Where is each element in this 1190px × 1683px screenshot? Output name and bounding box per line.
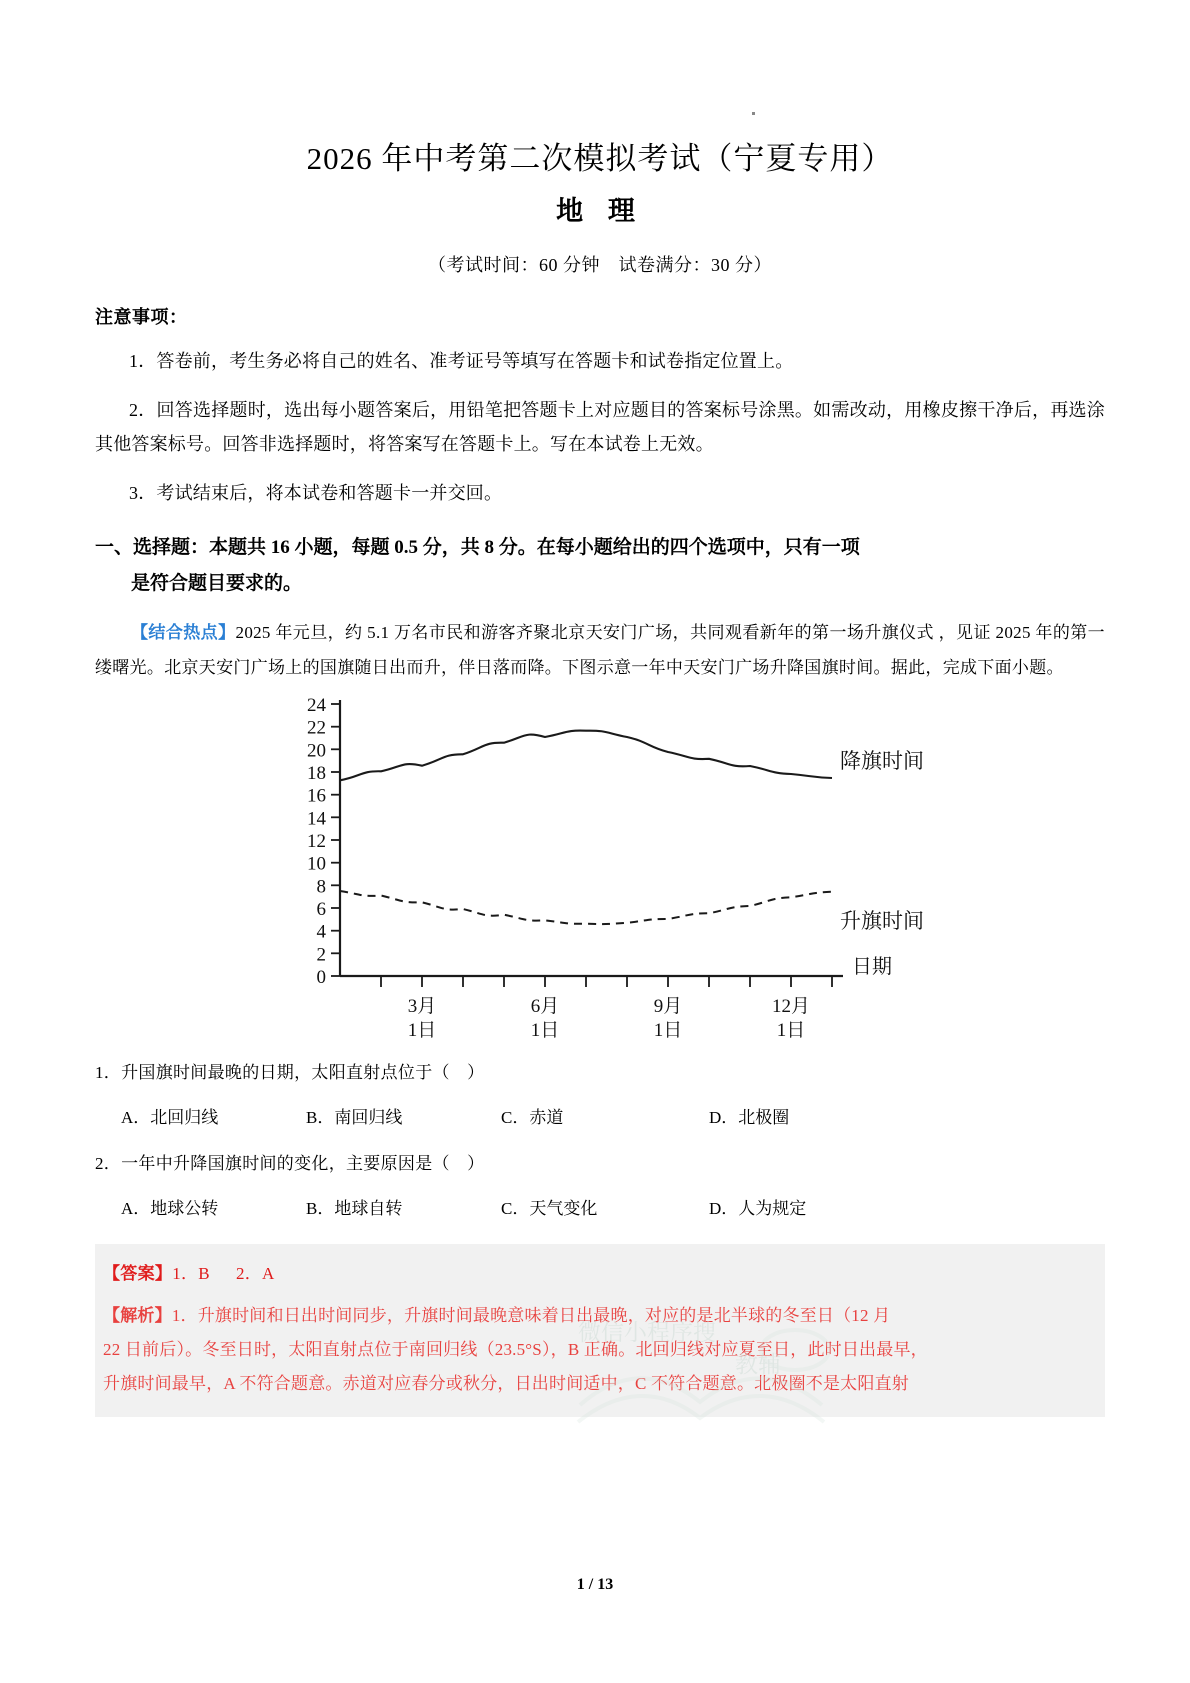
question-1-option-b[interactable]: B．南回归线: [306, 1107, 403, 1127]
subject-title: 地 理: [556, 195, 644, 226]
question-1-option-a[interactable]: A．北回归线: [121, 1107, 219, 1127]
notice-item-3: 3．考试结束后，将本试卷和答题卡一并交回。: [129, 482, 503, 503]
page-content: [95, 0, 1105, 1417]
question-2-text: 一年中升降国旗时间的变化，主要原因是（ ）: [121, 1154, 485, 1174]
passage-body: 2025 年元旦，约 5.1 万名市民和游客齐聚北京天安门广场，共同观看新年的第一场升旗仪式 ，见证 2025 年的第一缕曙光。北京天安门广场上的国旗随日出而升，伴日落而降。下图示意一年中天安门广场升降国旗时间。据此，完成下面小题。: [95, 623, 1105, 678]
section-label: 选择题：: [133, 537, 210, 559]
answer-2: 2．A: [235, 1264, 275, 1284]
y-tick-12: 12: [307, 831, 326, 852]
question-1-number: 1．: [95, 1063, 122, 1082]
question-2-number: 2．: [95, 1154, 122, 1174]
y-tick-22: 22: [307, 717, 326, 739]
y-tick-14: 14: [307, 808, 326, 830]
analysis-text-1: 1．升旗时间和日出时间同步，升旗时间最晚意味着日出最晚，对应的是北半球的冬至日（12 月: [171, 1305, 891, 1325]
answer-label: 【答案】: [103, 1264, 173, 1284]
y-tick-2: 2: [316, 944, 326, 966]
x-tick-jun-month: 6月: [530, 996, 560, 1017]
question-2-option-d[interactable]: D．人为规定: [709, 1198, 807, 1218]
series-label-lowering: 降旗时间: [840, 749, 924, 773]
answer-line: [103, 1258, 1097, 1290]
x-tick-dec-month: 12月: [771, 996, 811, 1017]
passage-text: [95, 602, 1105, 686]
answer-analysis-block: [95, 1244, 1105, 1416]
analysis-line-3: 升旗时间最早，A 不符合题意。赤道对应春分或秋分，日出时间适中，C 不符合题意。北极圈不是太阳直射: [103, 1373, 909, 1393]
y-tick-24: 24: [307, 695, 326, 716]
x-tick-dec-day: 1日: [776, 1020, 806, 1041]
question-1-stem: [95, 1042, 1105, 1089]
y-tick-8: 8: [316, 876, 326, 898]
analysis-line-1: [103, 1291, 1097, 1333]
y-tick-0: 0: [316, 967, 326, 988]
x-tick-sep-day: 1日: [653, 1020, 683, 1041]
x-tick-labels: [408, 996, 810, 1041]
question-2-option-a[interactable]: A．地球公转: [121, 1198, 219, 1218]
question-2-option-b[interactable]: B．地球自转: [306, 1198, 403, 1218]
series-line-raising: [340, 891, 832, 924]
notices-heading: 注意事项：: [95, 306, 188, 327]
page-footer: 1 / 13: [576, 1576, 614, 1593]
x-tick-marks: [381, 976, 832, 987]
question-2-stem: [95, 1133, 1105, 1180]
question-1-option-c[interactable]: C．赤道: [501, 1107, 564, 1127]
watermark-line-2: 教辅: [735, 1351, 781, 1377]
chart-svg: [95, 692, 1105, 1042]
notice-item-2: 2．回答选择题时，选出每小题答案后，用铅笔把答题卡上对应题目的答案标号涂黑。如需改动，用橡皮擦干净后，再选涂其他答案标号。回答非选择题时，将答案写在答题卡上。写在本试卷上无效。: [95, 400, 1105, 454]
question-1-options: [95, 1089, 1105, 1134]
analysis-label: 【解析】: [103, 1305, 172, 1325]
exam-meta: （考试时间：60 分钟 试卷满分：30 分）: [428, 254, 772, 275]
x-tick-mar-month: 3月: [407, 996, 437, 1017]
answer-1: 1．B: [172, 1264, 210, 1284]
analysis-line-2: 22 日前后）。冬至日时，太阳直射点位于南回归线（23.5°S），B 正确。北回归线对应夏至日，此时日出最早，: [103, 1339, 928, 1359]
y-tick-18: 18: [307, 763, 326, 784]
question-1-option-d[interactable]: D．北极圈: [709, 1107, 790, 1127]
y-tick-16: 16: [307, 785, 326, 807]
y-tick-marks: [331, 704, 340, 976]
series-line-lowering: [340, 731, 832, 781]
section-line1: 本题共 16 小题，每题 0.5 分，共 8 分。在每小题给出的四个选项中，只有一项: [209, 537, 860, 559]
question-2-options: [95, 1180, 1105, 1225]
x-tick-sep-month: 9月: [653, 996, 683, 1017]
watermark-line-1: 微信小程序搜: [578, 1319, 716, 1345]
x-axis-title: 日期: [852, 956, 892, 978]
page-title: 2026 年中考第二次模拟考试（宁夏专用）: [306, 141, 894, 176]
section-line2: 是符合题目要求的。: [131, 573, 303, 595]
question-2-option-c[interactable]: C．天气变化: [501, 1198, 598, 1218]
x-tick-jun-day: 1日: [530, 1020, 560, 1041]
x-tick-mar-day: 1日: [407, 1020, 437, 1041]
section-heading: [95, 510, 1105, 602]
hot-topic-tag: 【结合热点】: [131, 623, 236, 643]
notice-item-1: 1．答卷前，考生务必将自己的姓名、准考证号等填写在答题卡和试卷指定位置上。: [129, 350, 794, 371]
y-tick-6: 6: [316, 899, 326, 920]
section-number: 一、: [95, 537, 134, 559]
y-tick-4: 4: [316, 921, 326, 943]
y-tick-labels: [307, 695, 327, 988]
question-1-text: 升国旗时间最晚的日期，太阳直射点位于（ ）: [121, 1063, 485, 1082]
series-label-raising: 升旗时间: [840, 909, 924, 933]
y-tick-20: 20: [307, 740, 326, 762]
y-tick-10: 10: [307, 853, 326, 875]
